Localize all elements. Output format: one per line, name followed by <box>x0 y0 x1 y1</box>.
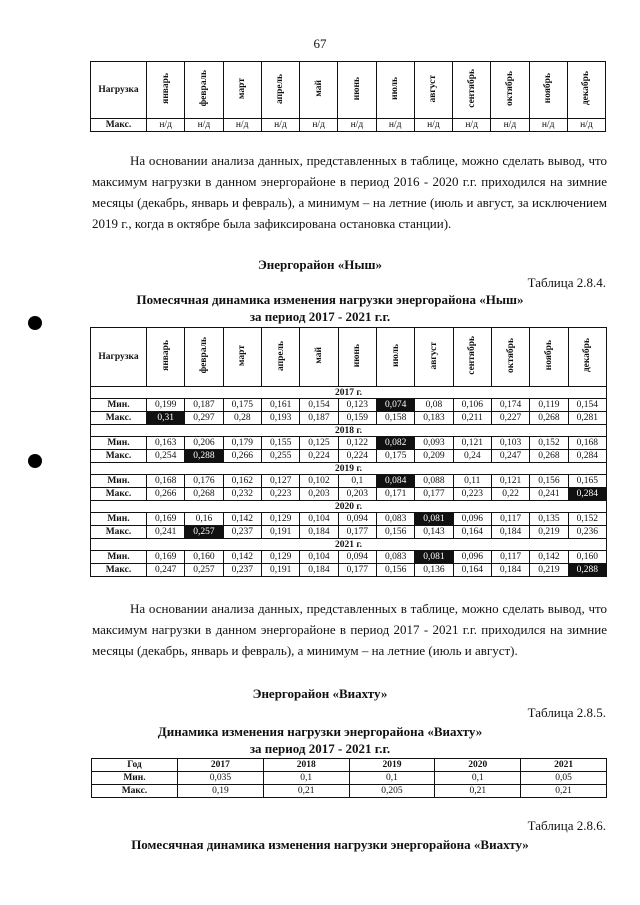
table-cell: 0,16 <box>185 513 223 526</box>
table-cell: 0,187 <box>300 412 338 425</box>
table-cell: 0,177 <box>338 526 376 539</box>
row-label: Макс. <box>91 488 147 501</box>
table-cell: н/д <box>147 119 185 132</box>
table-cell: 0,102 <box>300 475 338 488</box>
table-header-cell: Год <box>92 759 178 772</box>
table-cell: 0,177 <box>415 488 453 501</box>
table-cell: 0,117 <box>491 513 529 526</box>
paragraph-conclusion-2: На основании анализа данных, представленных в таблице, можно сделать вывод, что максимум нагрузки в данном энергорайоне в период 2017 - 2021 г.г. приходился на зимние месяцы (декабрь, январь и февраль), а минимум – на летние (июль и август). <box>92 601 607 658</box>
table-cell: 0,174 <box>491 399 529 412</box>
table-header-row <box>92 759 607 772</box>
table-cell: 0,074 <box>376 399 414 412</box>
table-cell: 0,184 <box>300 526 338 539</box>
table-cell: 0,297 <box>185 412 223 425</box>
table2-month-feb: февраль <box>185 328 223 387</box>
table2-month-dec: декабрь <box>568 328 606 387</box>
table-cell: 0,094 <box>338 551 376 564</box>
table-cell: 0,152 <box>530 437 568 450</box>
table-cell: 0,122 <box>338 437 376 450</box>
table1-month-jul: июль <box>376 62 414 119</box>
table2-month-oct: октябрь <box>491 328 529 387</box>
table-cell: 0,096 <box>453 551 491 564</box>
table-cell: 0,11 <box>453 475 491 488</box>
table-cell: 0,163 <box>147 437 185 450</box>
table-cell: 0,219 <box>530 564 568 577</box>
row-label: Мин. <box>91 399 147 412</box>
table-cell: 0,184 <box>491 564 529 577</box>
year-label: 2021 г. <box>91 539 607 551</box>
table-cell: 0,117 <box>491 551 529 564</box>
table2-month-jan: январь <box>147 328 185 387</box>
table-cell: 0,247 <box>491 450 529 463</box>
table-cell: 0,223 <box>261 488 299 501</box>
table-cell: 0,205 <box>349 785 435 798</box>
table-cell: 0,08 <box>415 399 453 412</box>
table-cell: 0,266 <box>147 488 185 501</box>
year-row <box>91 387 607 399</box>
row-label: Мин. <box>91 437 147 450</box>
table-cell: 0,19 <box>178 785 264 798</box>
table1-month-nov: ноябрь <box>529 62 567 119</box>
table-cell: 0,183 <box>415 412 453 425</box>
table-title-2-8-6: Помесячная динамика изменения нагрузки энергорайона «Виахту» <box>131 837 529 852</box>
margin-bullet-1 <box>28 316 42 330</box>
table-cell: 0,193 <box>261 412 299 425</box>
table-cell: 0,219 <box>530 526 568 539</box>
table-cell: н/д <box>414 119 452 132</box>
table-cell: 0,082 <box>376 437 414 450</box>
table-cell: 0,254 <box>147 450 185 463</box>
table-cell: 0,21 <box>435 785 521 798</box>
table-row <box>91 488 607 501</box>
table-cell: 0,191 <box>261 564 299 577</box>
table-subtitle-2-8-5: за период 2017 - 2021 г.г. <box>249 741 391 756</box>
table-load-viakhtu <box>91 758 607 798</box>
table-cell: 0,284 <box>568 450 606 463</box>
table-title-2-8-4: Помесячная динамика изменения нагрузки энергорайона «Ныш» <box>136 292 524 307</box>
table2-month-jul: июль <box>376 328 414 387</box>
table-cell: 0,257 <box>185 564 223 577</box>
table-cell: 0,288 <box>568 564 606 577</box>
table-cell: н/д <box>376 119 414 132</box>
row-label: Мин. <box>91 551 147 564</box>
table-cell: 0,199 <box>147 399 185 412</box>
table-cell: 0,223 <box>453 488 491 501</box>
table-cell: 0,209 <box>415 450 453 463</box>
table-cell: 0,165 <box>568 475 606 488</box>
table-cell: 0,156 <box>376 526 414 539</box>
table-label-2-8-5: Таблица 2.8.5. <box>527 705 606 720</box>
table-cell: 0,05 <box>521 772 607 785</box>
table-cell: 0,28 <box>223 412 261 425</box>
table2-month-mar: март <box>223 328 261 387</box>
row-label: Мин. <box>92 772 178 785</box>
table-row <box>91 399 607 412</box>
table-header-cell: 2017 <box>178 759 264 772</box>
table-cell: 0,154 <box>300 399 338 412</box>
row-label: Макс. <box>91 564 147 577</box>
table-monthly-load-nysh <box>90 327 607 577</box>
table-header-cell: 2020 <box>435 759 521 772</box>
table-cell: н/д <box>453 119 491 132</box>
table-cell: 0,184 <box>491 526 529 539</box>
table-cell: 0,154 <box>568 399 606 412</box>
table-cell: 0,161 <box>261 399 299 412</box>
table-cell: 0,179 <box>223 437 261 450</box>
table-row <box>91 450 607 463</box>
table-cell: 0,206 <box>185 437 223 450</box>
table-cell: 0,121 <box>491 475 529 488</box>
table2-header-label: Нагрузка <box>91 328 147 387</box>
margin-bullet-2 <box>28 454 42 468</box>
table-cell: н/д <box>529 119 567 132</box>
table-cell: 0,22 <box>491 488 529 501</box>
table-title-2-8-5: Динамика изменения нагрузки энергорайона «Виахту» <box>157 724 483 739</box>
table-cell: 0,094 <box>338 513 376 526</box>
table-cell: 0,119 <box>530 399 568 412</box>
table-cell: н/д <box>223 119 261 132</box>
table-cell: 0,21 <box>263 785 349 798</box>
table-cell: 0,106 <box>453 399 491 412</box>
table-cell: н/д <box>567 119 605 132</box>
table-cell: н/д <box>185 119 223 132</box>
table-row <box>91 437 607 450</box>
table-cell: 0,191 <box>261 526 299 539</box>
table-cell: 0,241 <box>147 526 185 539</box>
table-cell: 0,142 <box>223 513 261 526</box>
table-cell: 0,24 <box>453 450 491 463</box>
table1-month-dec: декабрь <box>567 62 605 119</box>
table-cell: 0,160 <box>185 551 223 564</box>
year-label: 2020 г. <box>91 501 607 513</box>
table-cell: 0,169 <box>147 513 185 526</box>
table-cell: 0,142 <box>530 551 568 564</box>
table-cell: 0,088 <box>415 475 453 488</box>
year-label: 2017 г. <box>91 387 607 399</box>
year-label: 2018 г. <box>91 425 607 437</box>
table-cell: 0,083 <box>376 551 414 564</box>
table-cell: 0,096 <box>453 513 491 526</box>
table-cell: н/д <box>338 119 376 132</box>
table-label-2-8-6: Таблица 2.8.6. <box>527 818 606 833</box>
table-cell: 0,152 <box>568 513 606 526</box>
table-cell: 0,255 <box>261 450 299 463</box>
table1-month-feb: февраль <box>185 62 223 119</box>
table-cell: 0,175 <box>223 399 261 412</box>
table-cell: 0,155 <box>261 437 299 450</box>
table-cell: 0,084 <box>376 475 414 488</box>
table-cell: 0,1 <box>435 772 521 785</box>
table-cell: 0,159 <box>338 412 376 425</box>
table-cell: 0,187 <box>185 399 223 412</box>
table-cell: 0,104 <box>300 513 338 526</box>
table-cell: 0,237 <box>223 564 261 577</box>
row-label: Макс. <box>91 450 147 463</box>
year-row <box>91 501 607 513</box>
table-cell: 0,241 <box>530 488 568 501</box>
table-cell: 0,081 <box>415 551 453 564</box>
table-cell: 0,164 <box>453 526 491 539</box>
table-cell: 0,203 <box>338 488 376 501</box>
section-title-viakhtu: Энергорайон «Виахту» <box>252 686 388 701</box>
table-row <box>92 785 607 798</box>
table-cell: 0,268 <box>530 450 568 463</box>
table2-month-may: май <box>300 328 338 387</box>
table-cell: 0,081 <box>415 513 453 526</box>
table-cell: 0,257 <box>185 526 223 539</box>
table1-month-jan: январь <box>147 62 185 119</box>
table1-month-sep: сентябрь <box>453 62 491 119</box>
table1-month-jun: июнь <box>338 62 376 119</box>
row-label: Макс. <box>92 785 178 798</box>
table-cell: 0,135 <box>530 513 568 526</box>
year-row <box>91 539 607 551</box>
table-row <box>91 526 607 539</box>
row-label: Макс. <box>91 526 147 539</box>
table-cell: 0,156 <box>530 475 568 488</box>
table-row <box>91 551 607 564</box>
table-cell: 0,268 <box>530 412 568 425</box>
table-cell: 0,093 <box>415 437 453 450</box>
table1-month-may: май <box>300 62 338 119</box>
year-label: 2019 г. <box>91 463 607 475</box>
table-cell: 0,232 <box>223 488 261 501</box>
table-header-cell: 2021 <box>521 759 607 772</box>
table-cell: 0,158 <box>376 412 414 425</box>
table-cell: 0,224 <box>338 450 376 463</box>
table-cell: 0,129 <box>261 513 299 526</box>
table-cell: 0,184 <box>300 564 338 577</box>
table-cell: 0,104 <box>300 551 338 564</box>
table1-header-label: Нагрузка <box>91 62 147 119</box>
paragraph-conclusion-1: На основании анализа данных, представленных в таблице, можно сделать вывод, что максимум нагрузки в данном энергорайоне в период 2016 - 2020 г.г. приходился на зимние месяцы (декабрь, январь и февраль), а минимум – на летние (июль и август, за исключением 2019 г., когда в октябре была зафиксирована остановка станции). <box>92 153 607 231</box>
table-cell: 0,268 <box>185 488 223 501</box>
table-cell: 0,171 <box>376 488 414 501</box>
row-label: Макс. <box>91 412 147 425</box>
table-subtitle-2-8-4: за период 2017 - 2021 г.г. <box>249 309 391 324</box>
table-cell: 0,1 <box>349 772 435 785</box>
table-cell: 0,281 <box>568 412 606 425</box>
table-cell: 0,160 <box>568 551 606 564</box>
section-title-nysh: Энергорайон «Ныш» <box>257 257 383 272</box>
table1-month-oct: октябрь <box>491 62 529 119</box>
table1-month-aug: август <box>414 62 452 119</box>
table-cell: 0,177 <box>338 564 376 577</box>
table-cell: 0,121 <box>453 437 491 450</box>
table-header-cell: 2019 <box>349 759 435 772</box>
table-row <box>91 475 607 488</box>
page-number: 67 <box>313 36 327 51</box>
table-cell: 0,156 <box>376 564 414 577</box>
table-cell: 0,284 <box>568 488 606 501</box>
table-row <box>91 513 607 526</box>
table-cell: 0,125 <box>300 437 338 450</box>
year-row <box>91 463 607 475</box>
table-cell: 0,224 <box>300 450 338 463</box>
table-cell: 0,247 <box>147 564 185 577</box>
table-cell: 0,129 <box>261 551 299 564</box>
year-row <box>91 425 607 437</box>
table-cell: 0,123 <box>338 399 376 412</box>
table-cell: 0,21 <box>521 785 607 798</box>
table-cell: н/д <box>491 119 529 132</box>
table-cell: 0,136 <box>415 564 453 577</box>
table-row <box>91 564 607 577</box>
table2-month-nov: ноябрь <box>530 328 568 387</box>
table-label-2-8-4: Таблица 2.8.4. <box>527 275 606 290</box>
table-cell: 0,227 <box>491 412 529 425</box>
table2-month-jun: июнь <box>338 328 376 387</box>
table-cell: 0,175 <box>376 450 414 463</box>
table2-month-aug: август <box>415 328 453 387</box>
table-cell: 0,169 <box>147 551 185 564</box>
table-cell: 0,162 <box>223 475 261 488</box>
table-cell: 0,168 <box>568 437 606 450</box>
table-cell: 0,176 <box>185 475 223 488</box>
table-cell: 0,142 <box>223 551 261 564</box>
table-cell: 0,1 <box>263 772 349 785</box>
table-cell: 0,31 <box>147 412 185 425</box>
table-cell: 0,143 <box>415 526 453 539</box>
table-cell: 0,203 <box>300 488 338 501</box>
table-cell: 0,237 <box>223 526 261 539</box>
table1-month-mar: март <box>223 62 261 119</box>
table-cell: 0,103 <box>491 437 529 450</box>
table-cell: 0,164 <box>453 564 491 577</box>
row-label: Макс. <box>91 119 147 132</box>
table-row <box>91 119 606 132</box>
table-row <box>92 772 607 785</box>
row-label: Мин. <box>91 475 147 488</box>
table1-month-apr: апрель <box>261 62 299 119</box>
table2-month-sep: сентябрь <box>453 328 491 387</box>
table-cell: 0,266 <box>223 450 261 463</box>
table-cell: 0,236 <box>568 526 606 539</box>
table-cell: 0,211 <box>453 412 491 425</box>
table-cell: 0,035 <box>178 772 264 785</box>
table-cell: 0,168 <box>147 475 185 488</box>
table-cell: н/д <box>261 119 299 132</box>
row-label: Мин. <box>91 513 147 526</box>
table-header-cell: 2018 <box>263 759 349 772</box>
table-cell: 0,1 <box>338 475 376 488</box>
table-cell: н/д <box>300 119 338 132</box>
table-row <box>91 412 607 425</box>
table-monthly-load-previous <box>90 61 606 132</box>
table-cell: 0,288 <box>185 450 223 463</box>
table-cell: 0,083 <box>376 513 414 526</box>
table2-month-apr: апрель <box>261 328 299 387</box>
table-cell: 0,127 <box>261 475 299 488</box>
